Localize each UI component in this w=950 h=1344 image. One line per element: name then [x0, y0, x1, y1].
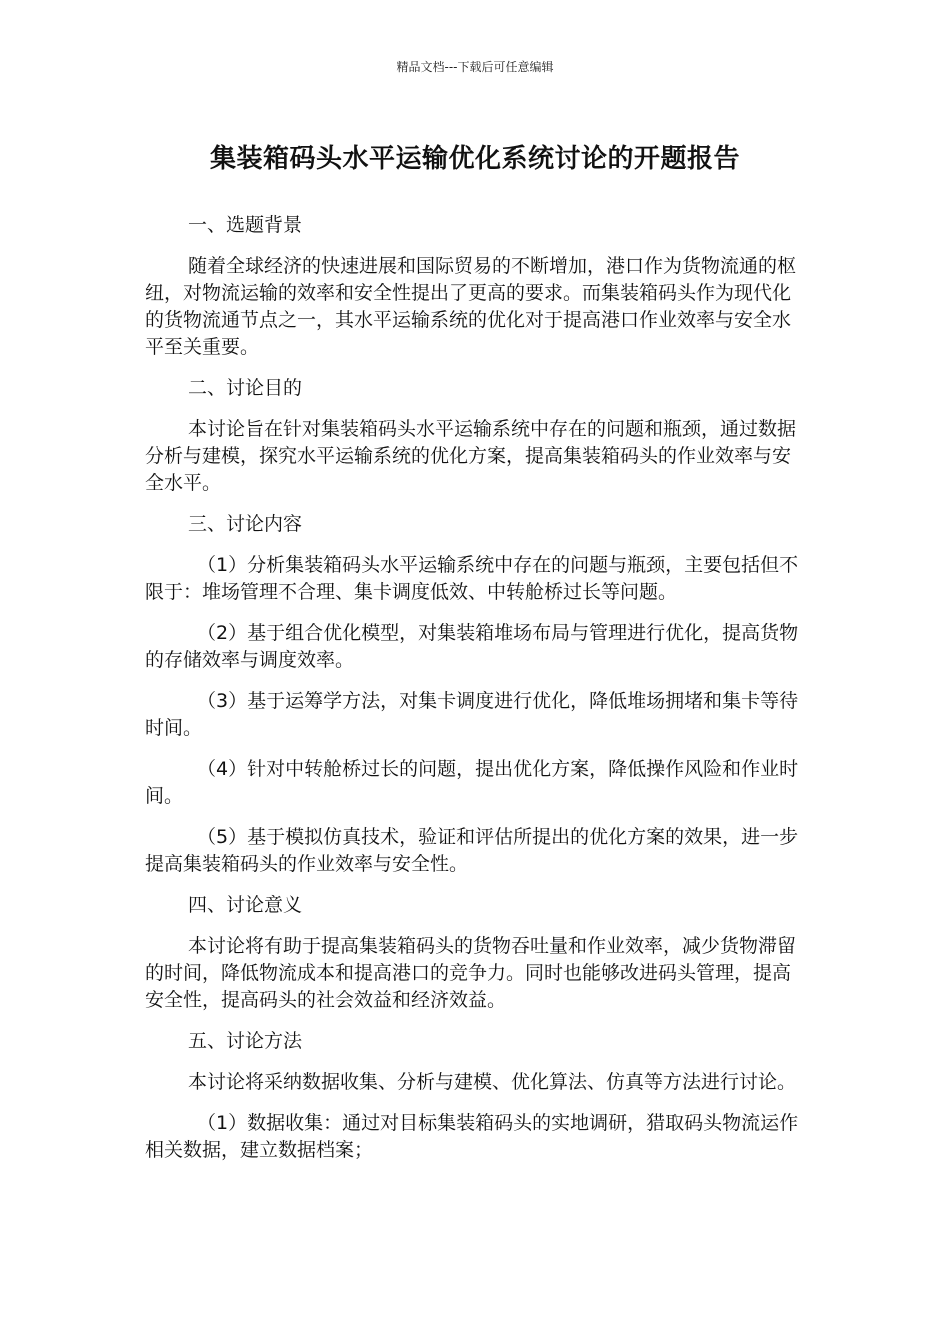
paragraph-purpose: 本讨论旨在针对集装箱码头水平运输系统中存在的问题和瓶颈，通过数据分析与建模，探究水平运输系统的优化方案，提高集装箱码头的作业效率与安全水平。	[145, 418, 797, 494]
paragraph-method: 本讨论将采纳数据收集、分析与建模、优化算法、仿真等方法进行讨论。	[188, 1071, 797, 1093]
section-heading-background: 一、选题背景	[188, 214, 303, 236]
document-body	[145, 212, 809, 1178]
section-heading-content: 三、讨论内容	[188, 513, 303, 535]
header-note: 精品文档---下载后可任意编辑	[396, 60, 554, 74]
content-item-4: （4）针对中转舱桥过长的问题，提出优化方案，降低操作风险和作业时间。	[145, 758, 799, 807]
section-heading-purpose: 二、讨论目的	[188, 377, 303, 399]
content-item-2: （2）基于组合优化模型，对集装箱堆场布局与管理进行优化，提高货物的存储效率与调度效率。	[145, 622, 799, 671]
content-item-3: （3）基于运筹学方法，对集卡调度进行优化，降低堆场拥堵和集卡等待时间。	[145, 690, 799, 739]
paragraph-significance: 本讨论将有助于提高集装箱码头的货物吞吐量和作业效率，减少货物滞留的时间，降低物流成本和提高港口的竞争力。同时也能够改进码头管理，提高安全性，提高码头的社会效益和经济效益。	[145, 935, 797, 1011]
document-title: 集装箱码头水平运输优化系统讨论的开题报告	[209, 144, 740, 174]
section-heading-method: 五、讨论方法	[188, 1030, 303, 1052]
content-item-1: （1）分析集装箱码头水平运输系统中存在的问题与瓶颈，主要包括但不限于：堆场管理不合理、集卡调度低效、中转舱桥过长等问题。	[145, 554, 799, 603]
section-heading-significance: 四、讨论意义	[188, 894, 303, 916]
content-item-5: （5）基于模拟仿真技术，验证和评估所提出的优化方案的效果，进一步提高集装箱码头的作业效率与安全性。	[145, 826, 799, 875]
paragraph-background: 随着全球经济的快速进展和国际贸易的不断增加，港口作为货物流通的枢纽，对物流运输的效率和安全性提出了更高的要求。而集装箱码头作为现代化的货物流通节点之一，其水平运输系统的优化对于提高港口作业效率与安全水平至关重要。	[145, 255, 797, 358]
method-item-1: （1）数据收集：通过对目标集装箱码头的实地调研，猎取码头物流运作相关数据，建立数据档案；	[145, 1112, 799, 1161]
